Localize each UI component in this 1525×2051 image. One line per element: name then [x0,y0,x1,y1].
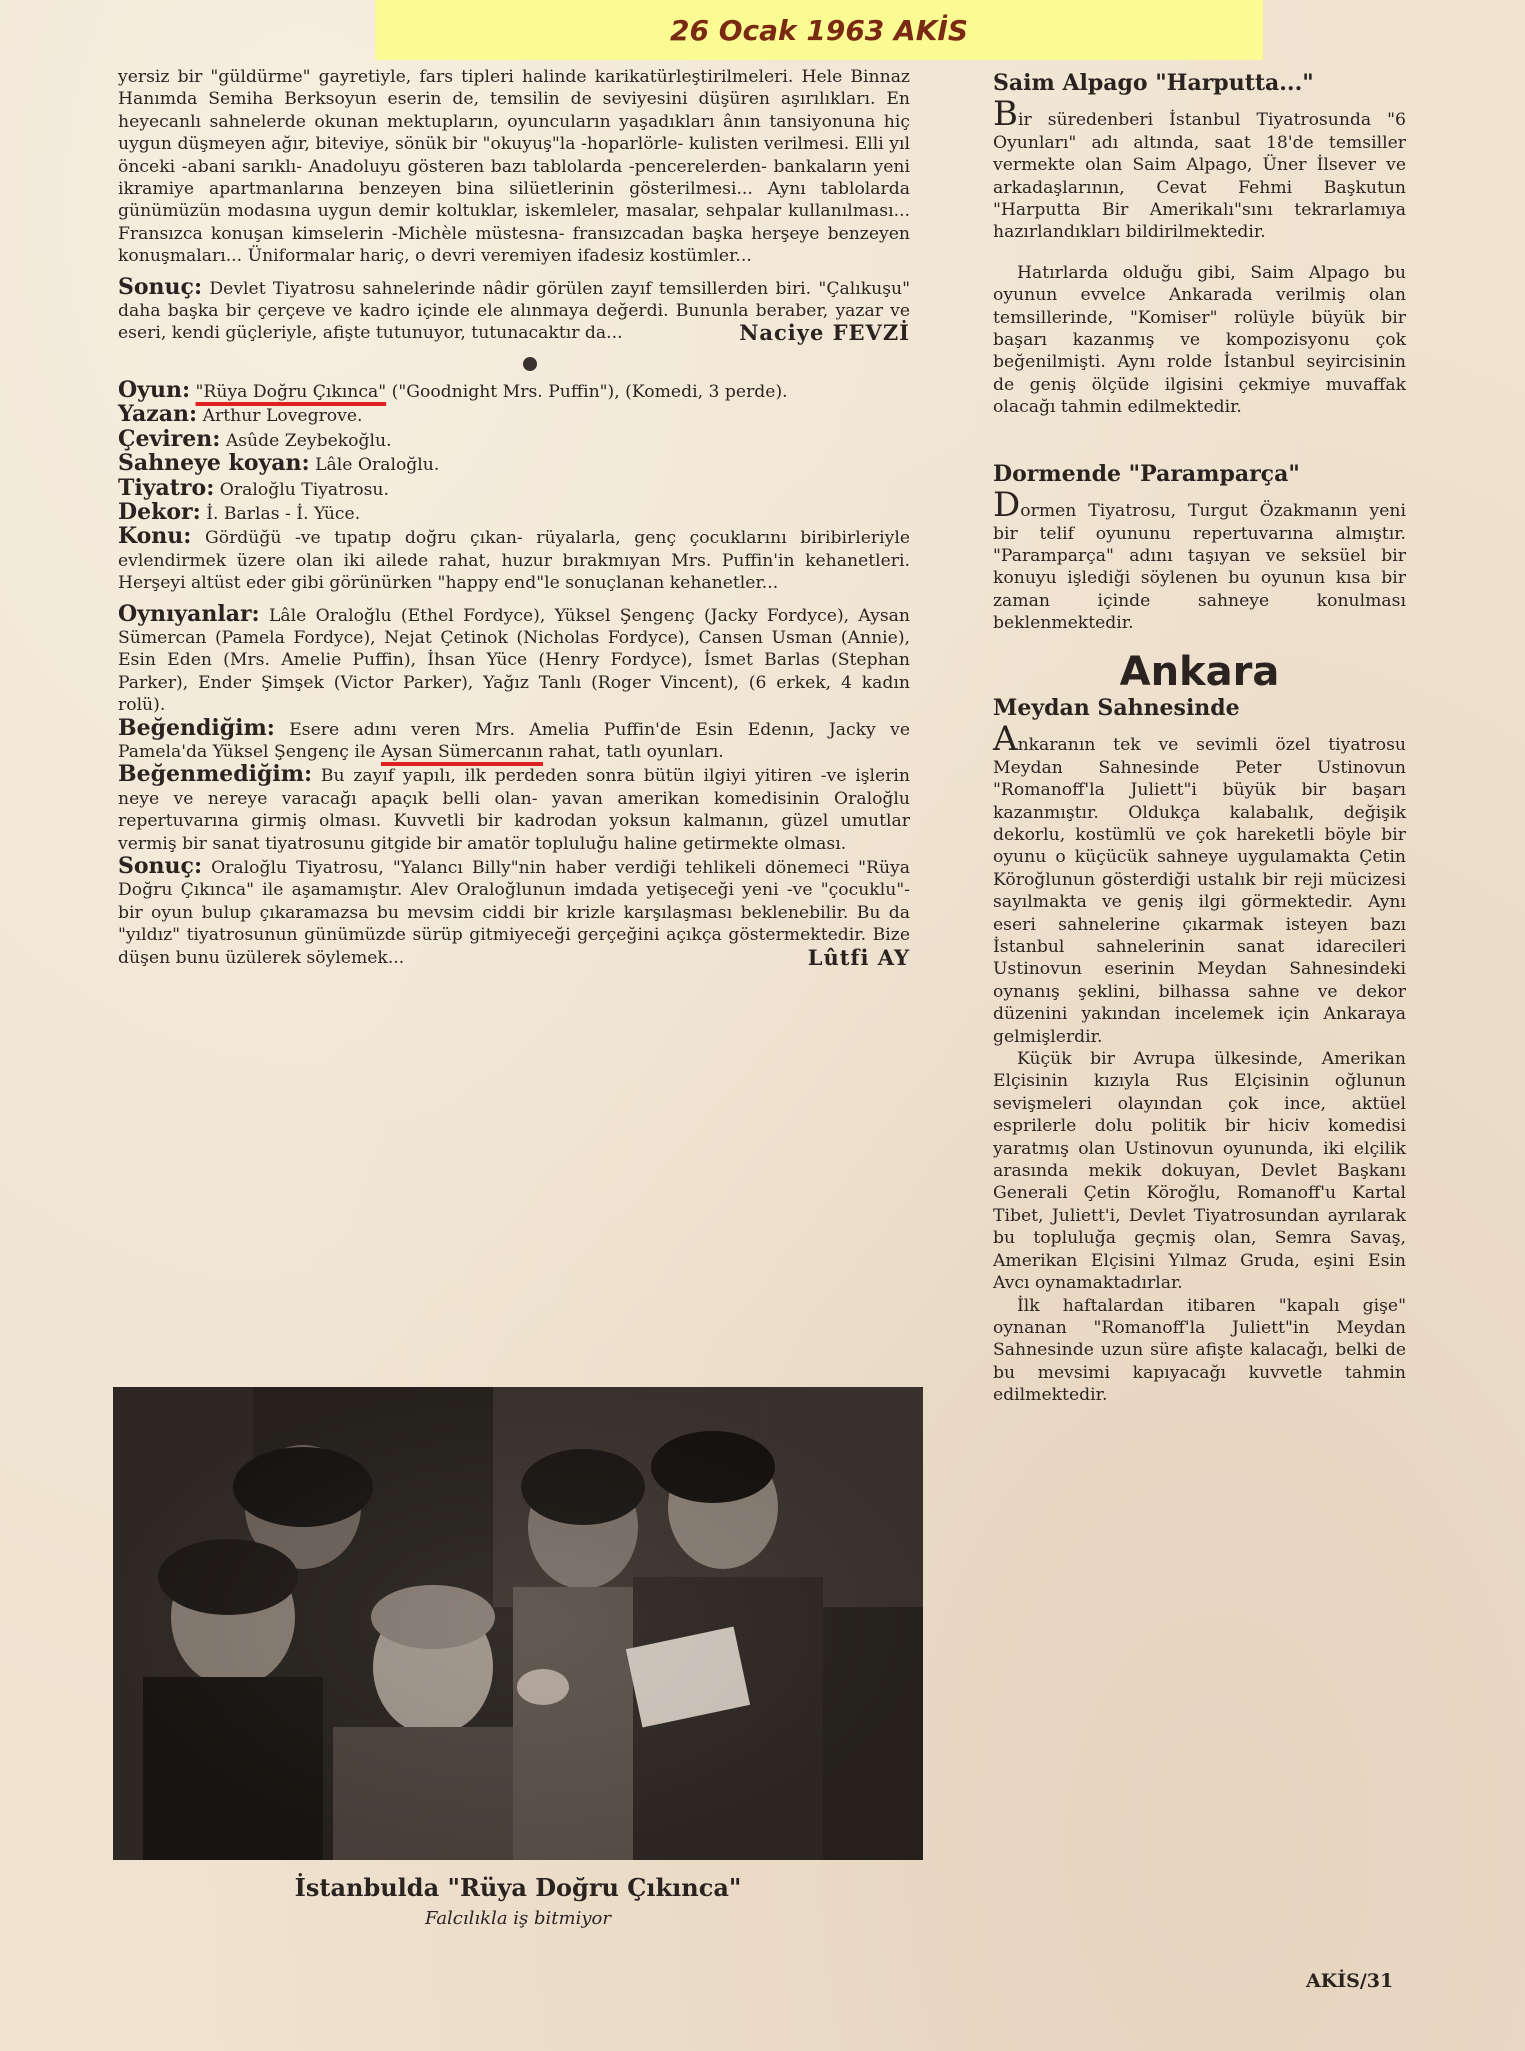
begendigim-label: Beğendiğim: [118,714,275,741]
heading-harputta: Saim Alpago "Harputta..." [993,70,1314,96]
caption-title: İstanbulda "Rüya Doğru Çıkınca" [294,1873,742,1902]
field-oyun [118,376,910,403]
header-title: 26 Ocak 1963 AKİS [669,13,968,47]
article-harputta-p1 [993,94,1406,243]
tiyatro-text: Oraloğlu Tiyatrosu. [219,479,389,500]
begendigim-highlight: Aysan Sümercanın [380,741,544,762]
konu-text: Gördüğü -ve tıpatıp doğru çıkan- rüyalarla, genç çocuklarını biribirleriyle evlendirmek üzere olan iki ailede rahat, huzur bırakmıyan Mrs. Puffin'in kehanetleri. Herşeyi altüst eder gibi görünürken "happy end"le sonuçlanan kehanetler... [118,528,910,594]
oynıyanlar-text: Lâle Oraloğlu (Ethel Fordyce), Yüksel Şengenç (Jacky Fordyce), Aysan Sümercan (Pamela Fordyce), Nejat Çetinok (Nicholas Fordyce), Cansen Usman (Annie), Esin Eden (Mrs. Amelie Puffin), İhsan Yüce (Henry Fordyce), İsmet Barlas (Stephan Parker), Ender Şimşek (Victor Parker), Yağız Tanlı (Roger Vincent), (6 erkek, 4 kadın rolü). [118,605,910,716]
dropcap-d: D [993,485,1021,526]
dropcap-b: B [993,94,1018,135]
begenmedigim-text: Bu zayıf yapılı, ilk perdeden sonra bütün ilgiyi yitiren -ve işlerin neye ve nereye varacağı apaçık belli olan- yavan amerikan komedisinin Oraloğlu repertuvarına girmiş olması. Kuvvetli bir kadrodan yoksun kalmanın, güzel umutlar vermiş bir sanat tiyatrosunu gitgide bir amatör topluluğu haline getirmekte olması. [118,766,910,854]
sonuc-1-text: Devlet Tiyatrosu sahnelerinde nâdir görülen zayıf temsillerden biri. "Çalıkuşu" daha başka bir çerçeve ve kadro içinde ele alınmaya değerdi. Bununla beraber, yazar ve eseri, kendi güçleriyle, afişte tutunuyor, tutunacaktır da... [118,278,911,344]
field-begenmedigim [118,763,910,855]
article-paramparca [993,485,1406,634]
sahne-label: Sahneye koyan: [118,450,310,477]
dekor-label: Dekor: [118,498,201,525]
author-signature-1: Naciye FEVZİ [739,320,910,346]
harputta-p1-text: ir süredenberi İstanbul Tiyatrosunda "6 Oyunları" adı altında, saat 18'de temsiller vermekte olan Saim Alpago, Üner İlsever ve arkadaşlarının, Cevat Fehmi Başkutun "Harputta Bir Amerikalı"sını tekrarlamıya hazırlandıkları bildirilmektedir. [993,110,1406,243]
header-banner [375,0,1263,60]
dekor-text: İ. Barlas - İ. Yüce. [206,503,361,524]
ceviren-text: Asûde Zeybekoğlu. [225,430,392,451]
page-number: AKİS/31 [1306,1970,1394,1992]
yazan-label: Yazan: [118,401,198,428]
review-intro: yersiz bir "güldürme" gayretiyle, fars tipleri halinde karikatürleştirilmeleri. Hele Binnaz Hanımda Semiha Berksoyun eserin de, temsilin de seviyesini düşüren aşırılıkları. En heyecanlı sahnelerde okunan mektupların, oyuncuların yaşadıkları ânın tansiyonuna hiç uygun düşmeyen ağır, biteviye, sönük bir "okuyuş"la -hoparlörle- kulisten verilmesi. Elli yıl önceki -abani sarıklı- Anadoluyu gösteren bazı tablolarda -pencerelerden- bankaların yeni ikramiye apartmanlarına benzeyen bina silüetlerinin gösterilmesi... Aynı tablolarda günümüzün modasına uygun demir koltuklar, iskemleler, masalar, sehpalar kullanılması... Fransızca konuşan kimselerin -Michèle müstesna- fransızcadan başka herşeye benzeyen konuşmaları... Üniformalar hariç, o devri veremiyen ifadesiz kostümler... [118,67,910,267]
caption-subtitle: Falcılıkla iş bitmiyor [425,1908,611,1929]
heading-paramparca: Dormende "Paramparça" [993,460,1300,487]
yazan-text: Arthur Lovegrove. [202,406,363,427]
field-konu [118,525,910,594]
article-meydan-p2: Küçük bir Avrupa ülkesinde, Amerikan Elçisinin kızıyla Rus Elçisinin oğlunun sevişmeleri olayından çok ince, aktüel esprilerle dolu politik bir hiciv komedisi yaratmış olan Ustinovun oyununda, iki elçilik arasında mekik dokuyan, Devlet Başkanı Generali Çetin Köroğlu, Romanoff'u Kartal Tibet, Juliett'i, Devlet Tiyatrosundan ayrılarak bu topluluğa geçmiş olan, Semra Savaş, Amerikan Elçisini Yılmaz Gruda, eşini Esin Avcı oynamaktadırlar. [993,1049,1406,1294]
field-dekor [118,498,910,525]
begendigim-text-b: rahat, tatlı oyunları. [548,741,724,762]
article-harputta-p2: Hatırlarda olduğu gibi, Saim Alpago bu oyunun evvelce Ankarada verilmiş olan temsillerinde, "Komiser" rolüyle büyük bir başarı kazanmış ve kompozisyonu çok beğenilmişti. Aynı rolde İstanbul seyircisinin de geniş ölçüde ilgisini çekmiye muvaffak olacağı tahmin edilmektedir. [993,262,1406,418]
sahne-text: Lâle Oraloğlu. [315,455,440,476]
field-ceviren [118,425,910,452]
field-begendigim [118,714,910,764]
section-ankara: Ankara [1119,648,1280,695]
paramparca-text: ormen Tiyatrosu, Turgut Özakmanın yeni bir telif oyununu repertuvarına almıştır. "Paramparça" adını taşıyan ve seksüel bir konuyu işlediği söylenen bu oyunun kısa bir zaman içinde sahneye konulması beklenmektedir. [993,501,1406,634]
oynıyanlar-label: Oynıyanlar: [118,600,260,627]
field-tiyatro [118,474,910,501]
begenmedigim-label: Beğenmediğim: [118,761,313,788]
sonuc-2-text: Oraloğlu Tiyatrosu, "Yalancı Billy"nin haber verdiği tehlikeli dönemeci "Rüya Doğru Çıkınca" ile aşamamıştır. Alev Oraloğlunun imdada yetişeceği yeni -ve "çocuklu"- bir oyun bulup çıkaramazsa bu mevsim ciddi bir krizle karşılaşması beklenebilir. Bu da "yıldız" tiyatrosunun günümüzde sürüp gitmiyeceği gerçeğini açıkça göstermektedir. Bize düşen bunu üzülerek söylemek... [118,858,910,968]
sonuc-2-label: Sonuç: [118,853,203,879]
photo-illustration [113,1387,923,1860]
sonuc-1 [118,273,911,346]
article-meydan-p3: İlk haftalardan itibaren "kapalı gişe" oynanan "Romanoff'la Juliett"in Meydan Sahnesinde uzun süre afişte kalacağı, belki de bu mevsimi kapıyacağı kuvvetle tahmin edilmektedir. [993,1295,1406,1406]
oyun-title: "Rüya Doğru Çıkınca" [195,381,387,402]
oyun-label: Oyun: [118,376,191,403]
photo-caption [113,1873,923,1929]
oyun-rest: ("Goodnight Mrs. Puffin"), (Komedi, 3 perde). [391,381,788,402]
meydan-p1-text: nkaranın tek ve sevimli özel tiyatrosu Meydan Sahnesinde Peter Ustinovun "Romanoff'la Juliett"i büyük bir başarı kazanmıştır. Oldukça kalabalık, değişik dekorlu, kostümlü ve çok hareketli böyle bir oyunu o küçücük sahneye uygulamakta Çetin Köroğlunun gösterdiği ustalık bir reji mücizesi sayılmakta ve geniş ilgi görmektedir. Aynı eseri sahnelerine çıkarmak isteyen bazı İstanbul sahnelerinin sanat idarecileri Ustinovun eserinin Meydan Sahnesindeki oynanış şeklini, bilhassa sahne ve dekor düzenini yakından incelemek için Ankaraya gelmişlerdir. [993,735,1406,1047]
ceviren-label: Çeviren: [118,425,221,452]
author-signature-2: Lûtfi AY [807,944,910,970]
sonuc-1-label: Sonuç: [118,273,203,300]
section-divider-dot [523,357,537,371]
field-sonuc-2 [118,855,910,969]
begendigim-text-a: Esere adını veren Mrs. Amelia Puffin'de Esin Edenın, Jacky ve Pamela'da Yüksel Şengenç ile [118,719,910,762]
dropcap-a: A [993,719,1018,760]
news-photo [113,1387,923,1860]
article-meydan-p1 [993,719,1406,1048]
field-sahneye-koyan [118,452,910,476]
field-oynıyanlar [118,600,910,717]
heading-meydan: Meydan Sahnesinde [993,694,1240,721]
field-yazan [118,403,910,427]
tiyatro-label: Tiyatro: [118,474,215,501]
right-column [993,66,1406,1407]
left-column [118,66,910,969]
konu-label: Konu: [118,523,192,550]
